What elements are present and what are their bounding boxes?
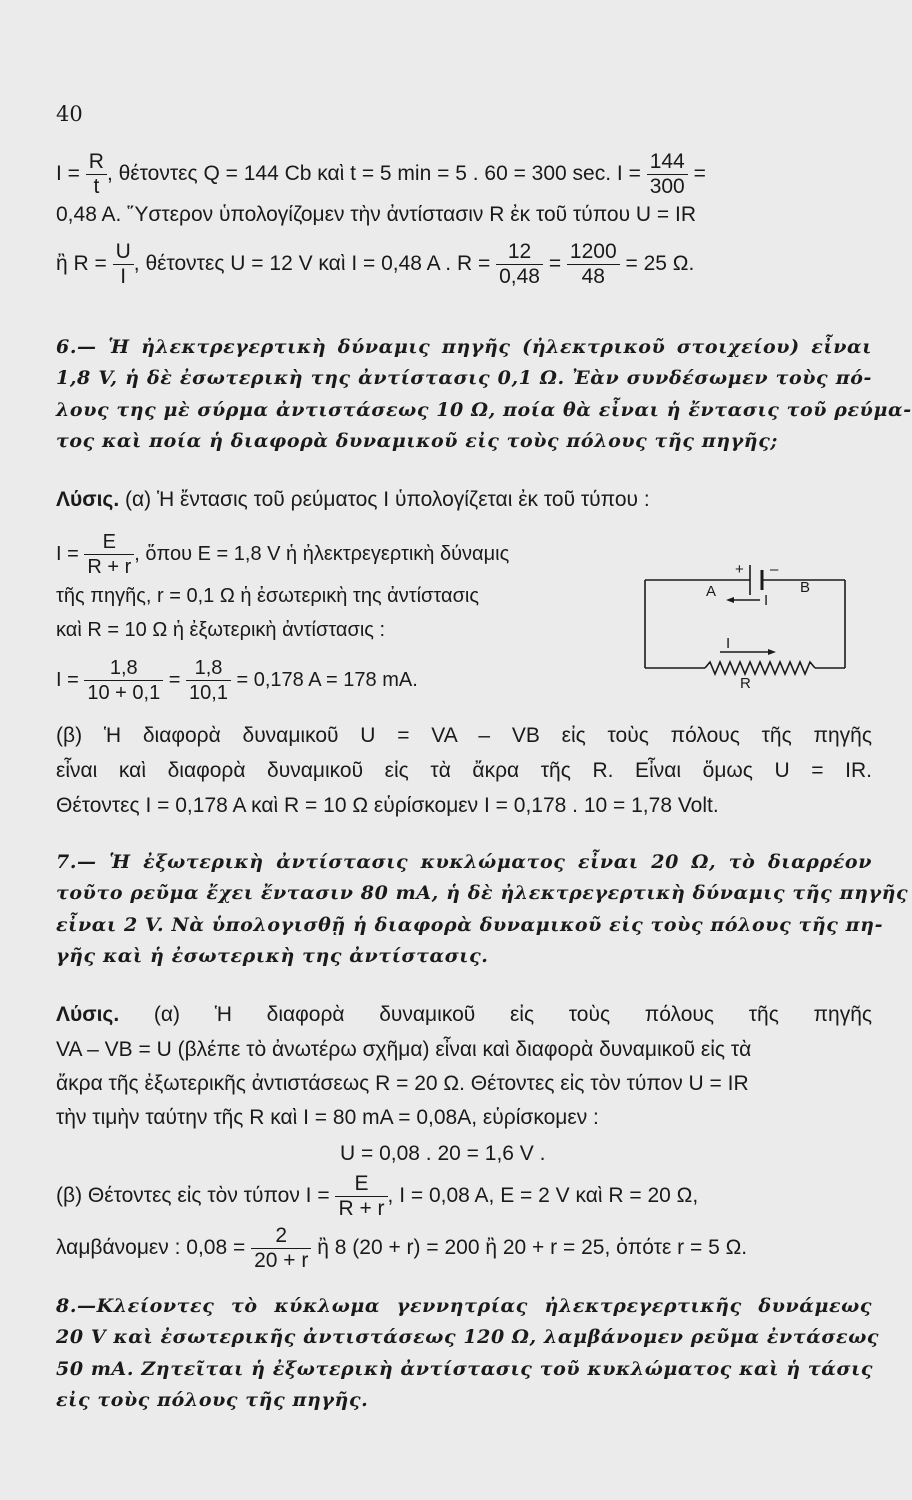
solution-6-line-1: Λύσις. (α) Ἡ ἔντασις τοῦ ρεύματος I ὑπολογίζεται ἐκ τοῦ τύπου :	[56, 488, 650, 511]
formula-line-2: 0,48 A. Ὕστερον ὑπολογίζομεν τὴν ἀντίστασιν R ἐκ τοῦ τύπου U = IR	[56, 203, 697, 226]
solution-6-b-line-1: (β) Ἡ διαφορὰ δυναμικοῦ U = VA – VB εἰς τοὺς πόλους τῆς πηγῆς	[56, 724, 872, 747]
problem-7-line-1: 7.— Ἡ ἐξωτερικὴ ἀντίστασις κυκλώματος εἶναι 20 Ω, τὸ διαρρέον	[56, 851, 872, 873]
label-a: A	[706, 583, 717, 600]
solution-7-b-line-1: (β) Θέτοντες εἰς τὸν τύπον I = $\frac{E}{R + r}$ , I = 0,08 A, E = 2 V καὶ R = 20 Ω,	[56, 1172, 699, 1220]
problem-7-line-2: τοῦτο ρεῦμα ἔχει ἔντασιν 80 mA, ἡ δὲ ἠλεκτρεγερτικὴ δύναμις τῆς πηγῆς	[56, 882, 909, 904]
circuit-diagram	[640, 560, 855, 690]
page-number: 40	[56, 102, 83, 126]
solution-7-line-2: VA – VB = U (βλέπε τὸ ἀνωτέρω σχῆμα) εἶναι καὶ διαφορὰ δυναμικοῦ εἰς τὰ	[56, 1038, 752, 1061]
solution-7-b-line-2: λαμβάνομεν : 0,08 = $\frac{2}{20 + r}$ ἢ 8 (20 + r) = 200 ἢ 20 + r = 25, ὁπότε r = 5 Ω.	[56, 1224, 748, 1272]
fraction-r-over-t: $\frac{R}{t}$	[86, 150, 107, 199]
problem-8-line-3: 50 mA. Ζητεῖται ἡ ἐξωτερικὴ ἀντίστασις τοῦ κυκλώματος καὶ ἡ τάσις	[56, 1358, 874, 1380]
battery-plus-sign: +	[735, 561, 744, 578]
problem-8-line-4: εἰς τοὺς πόλους τῆς πηγῆς.	[56, 1389, 369, 1411]
problem-6-line-4: τος καὶ ποία ἡ διαφορὰ δυναμικοῦ εἰς τοὺς πόλους τῆς πηγῆς;	[56, 430, 778, 452]
resistor-zigzag	[705, 662, 815, 674]
internal-arrow-head	[726, 597, 734, 603]
label-i-external: I	[726, 635, 731, 652]
problem-6-line-2: 1,8 V, ἡ δὲ ἐσωτερικὴ της ἀντίστασις 0,1 Ω. Ἐὰν συνδέσωμεν τοὺς πό-	[56, 367, 872, 389]
solution-6-line-4: καὶ R = 10 Ω ἡ ἐξωτερικὴ ἀντίστασις :	[56, 619, 386, 641]
problem-7-line-3: εἶναι 2 V. Νὰ ὑπολογισθῇ ἡ διαφορὰ δυναμικοῦ εἰς τοὺς πόλους τῆς πη-	[56, 914, 884, 936]
problem-6-line-1: 6.— Ἡ ἠλεκτρεγερτικὴ δύναμις πηγῆς (ἠλεκτρικοῦ στοιχείου) εἶναι	[56, 336, 872, 358]
external-arrow-head	[768, 649, 776, 655]
problem-7-line-4: γῆς καὶ ἡ ἐσωτερικὴ της ἀντίστασις.	[56, 945, 489, 967]
solution-6-line-5: I = $\frac{1,8}{10 + 0,1}$ = $\frac{1,8}{10,1}$ = 0,178 A = 178 mA.	[56, 657, 418, 704]
solution-7-line-4: τὴν τιμὴν ταύτην τῆς R καὶ I = 80 mA = 0,08A, εὑρίσκομεν :	[56, 1106, 599, 1129]
solution-6-line-2: I = $\frac{E}{R + r}$ , ὅπου E = 1,8 V ἡ ἠλεκτρεγερτικὴ δύναμις	[56, 531, 510, 578]
solution-6-line-3: τῆς πηγῆς, r = 0,1 Ω ἡ ἐσωτερικὴ της ἀντίστασις	[56, 585, 479, 607]
label-b: B	[800, 579, 811, 596]
formula-line-1: I = $\frac{R}{t}$ , θέτοντες Q = 144 Cb καὶ t = 5 min = 5 . 60 = 300 sec. I = $\frac{144}{300}$ =	[56, 150, 706, 198]
solution-7-line-3: ἄκρα τῆς ἐξωτερικῆς ἀντιστάσεως R = 20 Ω. Θέτοντες εἰς τὸν τύπον U = IR	[56, 1072, 749, 1095]
label-r: R	[740, 675, 751, 690]
solution-7-line-5: U = 0,08 . 20 = 1,6 V .	[340, 1142, 546, 1165]
solution-7-line-1: Λύσις. (α) Ἡ διαφορὰ δυναμικοῦ εἰς τοὺς πόλους τῆς πηγῆς	[56, 1003, 872, 1026]
problem-6-line-3: λους της μὲ σύρμα ἀντιστάσεως 10 Ω, ποία θὰ εἶναι ἡ ἔντασις τοῦ ρεύμα-	[56, 399, 912, 421]
formula-line-3: ἢ R = $\frac{U}{I}$ , θέτοντες U = 12 V καὶ I = 0,48 A . R = $\frac{12}{0,48}$ = $\frac{1200}{48}$ = 25 Ω.	[56, 240, 695, 288]
problem-8-line-2: 20 V καὶ ἐσωτερικῆς ἀντιστάσεως 120 Ω, λαμβάνομεν ρεῦμα ἐντάσεως	[56, 1326, 880, 1348]
solution-6-b-line-3: Θέτοντες I = 0,178 A καὶ R = 10 Ω εὑρίσκομεν I = 0,178 . 10 = 1,78 Volt.	[56, 794, 719, 817]
battery-minus-sign: –	[770, 561, 779, 578]
fraction-144-over-300: $\frac{144}{300}$	[647, 150, 688, 199]
label-i-internal: I	[764, 592, 769, 609]
solution-6-b-line-2: εἶναι καὶ διαφορὰ δυναμικοῦ εἰς τὰ ἄκρα τῆς R. Εἶναι ὅμως U = IR.	[56, 759, 872, 782]
problem-8-line-1: 8.—Κλείοντες τὸ κύκλωμα γεννητρίας ἠλεκτρεγερτικῆς δυνάμεως	[56, 1295, 872, 1317]
